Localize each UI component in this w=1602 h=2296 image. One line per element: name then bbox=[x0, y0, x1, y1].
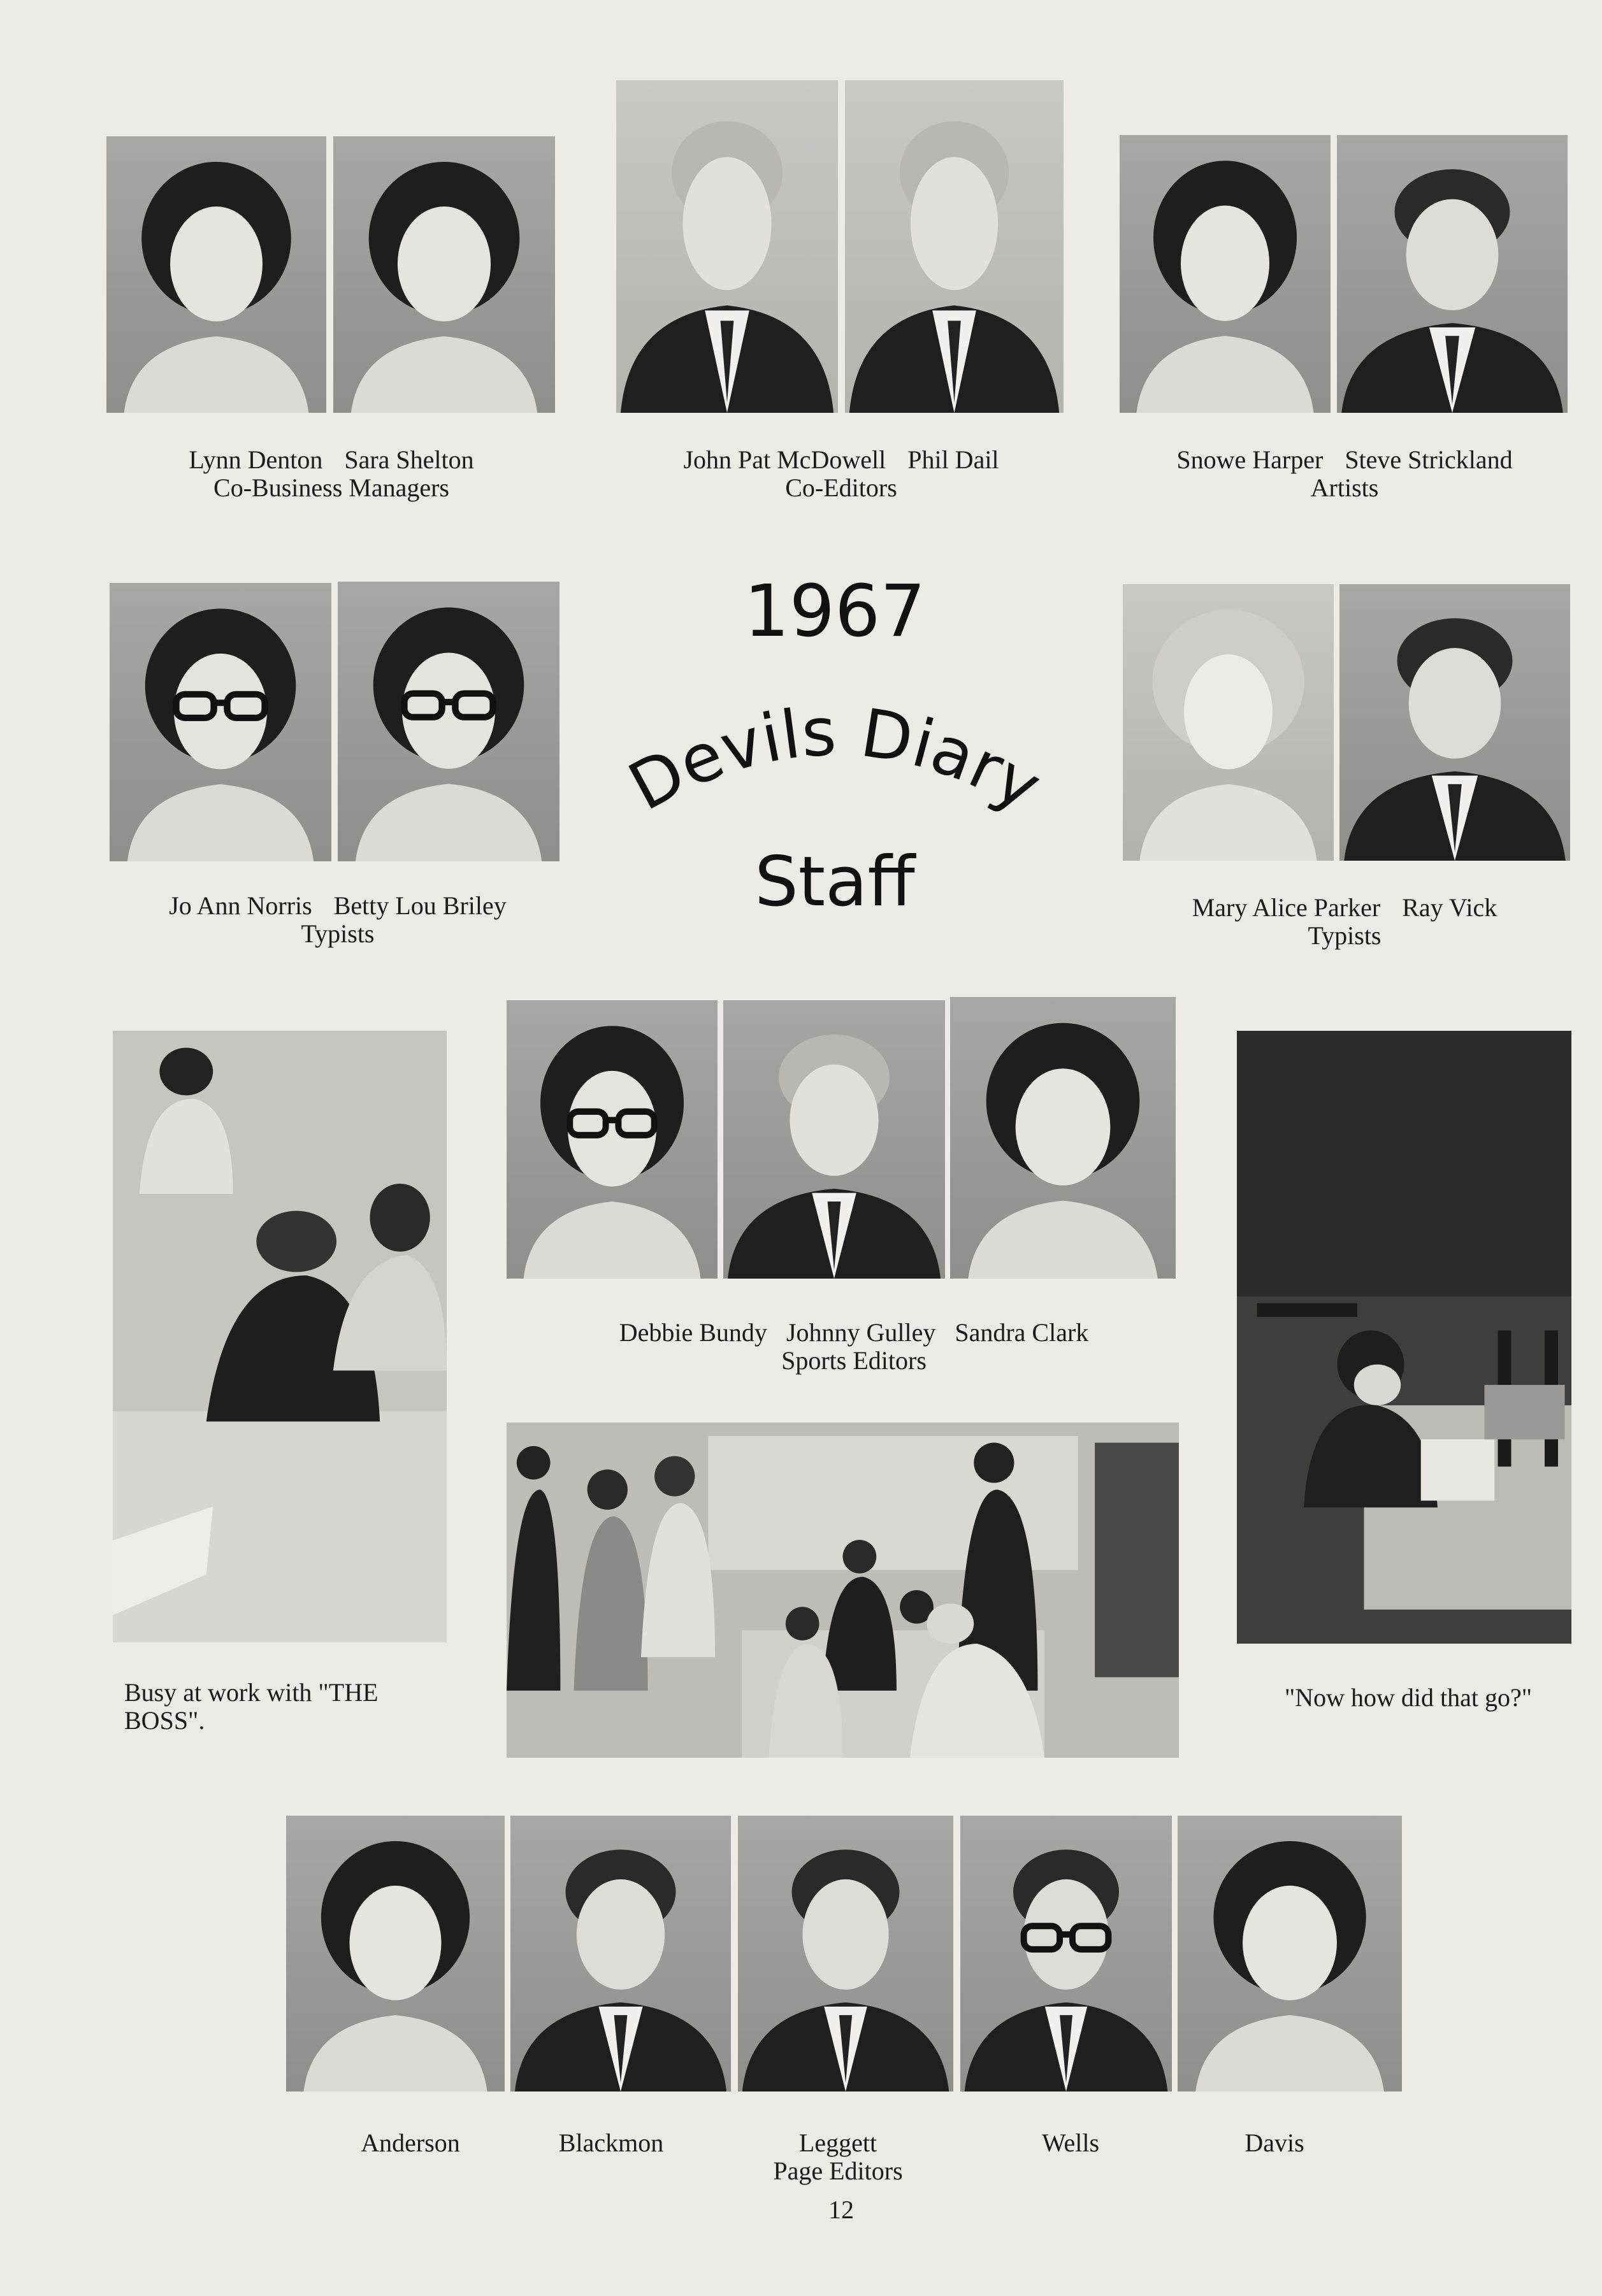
name-leggett: Leggett bbox=[798, 2128, 877, 2157]
portrait-debbie-bundy bbox=[507, 1000, 718, 1279]
role-label: Artists bbox=[1310, 473, 1379, 502]
portrait-blackmon bbox=[510, 1816, 731, 2092]
portrait-snowe-harper bbox=[1120, 135, 1331, 413]
name-sara-shelton: Sara Shelton bbox=[344, 445, 474, 474]
caption-typists-right bbox=[1109, 894, 1580, 950]
name-blackmon: Blackmon bbox=[558, 2128, 664, 2157]
name-ray-vick: Ray Vick bbox=[1402, 893, 1497, 922]
portrait-jo-ann-norris bbox=[110, 583, 331, 861]
title-year: 1967 bbox=[744, 570, 926, 653]
candid-photo-the-boss bbox=[113, 1031, 447, 1642]
name-snowe-harper: Snowe Harper bbox=[1176, 445, 1324, 474]
role-label: Co-Business Managers bbox=[213, 473, 449, 502]
name-phil-dail: Phil Dail bbox=[907, 445, 999, 474]
name-johnny-gulley: Johnny Gulley bbox=[786, 1318, 936, 1347]
portrait-john-pat-mcdowell bbox=[616, 80, 838, 413]
name-mary-alice-parker: Mary Alice Parker bbox=[1192, 893, 1381, 922]
name-betty-lou-briley: Betty Lou Briley bbox=[333, 891, 507, 920]
title-devils-diary bbox=[612, 675, 1058, 841]
page-number: 12 bbox=[828, 2195, 854, 2224]
role-label: Sports Editors bbox=[781, 1346, 927, 1375]
role-label: Typists bbox=[301, 919, 375, 948]
role-label: Co-Editors bbox=[785, 473, 897, 502]
portrait-betty-lou-briley bbox=[338, 582, 559, 861]
portrait-steve-strickland bbox=[1337, 135, 1568, 413]
name-jo-ann-norris: Jo Ann Norris bbox=[169, 891, 312, 920]
portrait-wells bbox=[960, 1816, 1172, 2092]
name-wells: Wells bbox=[1041, 2128, 1100, 2157]
portrait-davis bbox=[1178, 1816, 1402, 2092]
portrait-leggett bbox=[738, 1816, 953, 2092]
caption-business-managers bbox=[102, 446, 561, 502]
caption-typists-left bbox=[102, 892, 574, 948]
portrait-johnny-gulley bbox=[723, 1000, 945, 1279]
portrait-lynn-denton bbox=[106, 136, 326, 413]
svg-text:Devils Diary bbox=[616, 692, 1053, 826]
name-sandra-clark: Sandra Clark bbox=[955, 1318, 1089, 1347]
name-john-pat-mcdowell: John Pat McDowell bbox=[683, 445, 886, 474]
name-anderson: Anderson bbox=[361, 2128, 460, 2157]
title-name-text: Devils Diary bbox=[616, 692, 1054, 826]
name-debbie-bundy: Debbie Bundy bbox=[619, 1318, 767, 1347]
caption-sports-editors bbox=[554, 1319, 1153, 1375]
role-label: Typists bbox=[1308, 921, 1382, 950]
portrait-anderson bbox=[286, 1816, 505, 2092]
portrait-sara-shelton bbox=[333, 136, 555, 413]
caption-now-how-did-that-go: "Now how did that go?" bbox=[1284, 1683, 1533, 1712]
title-staff: Staff bbox=[754, 842, 915, 922]
caption-co-editors bbox=[605, 446, 1077, 502]
portrait-sandra-clark bbox=[950, 997, 1176, 1279]
portrait-ray-vick bbox=[1339, 584, 1570, 861]
portrait-mary-alice-parker bbox=[1123, 584, 1334, 861]
candid-photo-group-meeting bbox=[507, 1423, 1179, 1758]
candid-photo-typewriter bbox=[1237, 1031, 1571, 1644]
role-page-editors: Page Editors bbox=[773, 2156, 903, 2185]
portrait-phil-dail bbox=[845, 80, 1064, 413]
name-steve-strickland: Steve Strickland bbox=[1345, 445, 1513, 474]
name-davis: Davis bbox=[1245, 2128, 1304, 2157]
name-lynn-denton: Lynn Denton bbox=[189, 445, 323, 474]
caption-artists bbox=[1109, 446, 1580, 502]
caption-the-boss: Busy at work with "THE BOSS". bbox=[124, 1678, 379, 1735]
